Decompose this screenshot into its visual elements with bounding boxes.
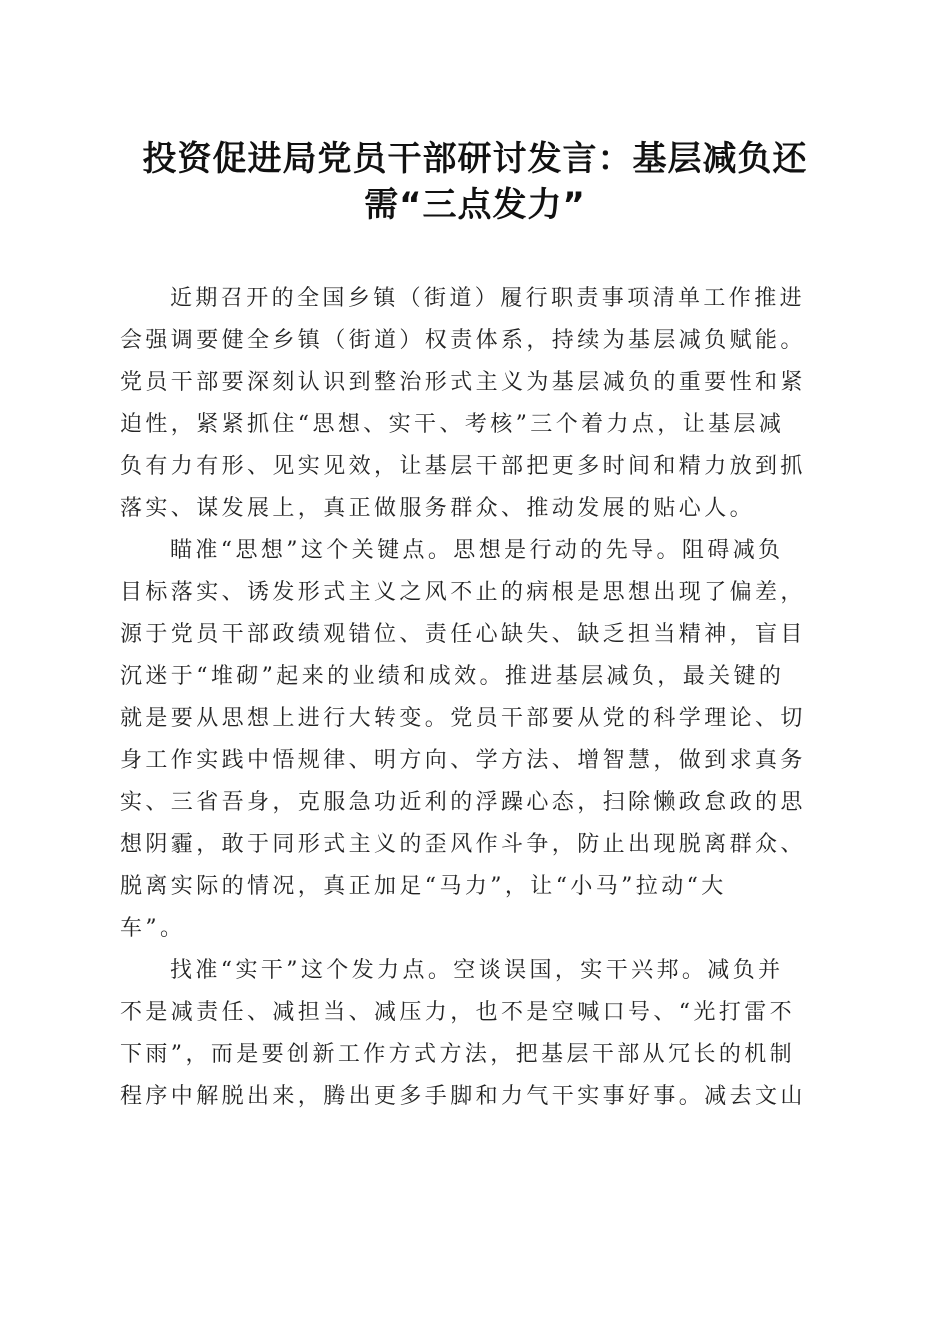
text-line: 目标落实、诱发形式主义之风不止的病根是思想出现了偏差，	[120, 580, 806, 605]
text-line: 近期召开的全国乡镇（街道）履行职责事项清单工作推进	[170, 286, 806, 311]
text-line: 身工作实践中悟规律、明方向、学方法、增智慧，做到求真务	[120, 748, 806, 773]
text-line: 就是要从思想上进行大转变。党员干部要从党的科学理论、切	[120, 706, 806, 731]
text-line: 瞄准“思想”这个关键点。思想是行动的先导。阻碍减负	[170, 538, 784, 563]
text-line: 实、三省吾身，克服急功近利的浮躁心态，扫除懒政怠政的思	[120, 790, 806, 815]
text-line: 下雨”，而是要创新工作方式方法，把基层干部从冗长的机制	[120, 1042, 796, 1067]
title-line-2: 需“三点发力”	[364, 185, 586, 225]
text-line: 程序中解脱出来，腾出更多手脚和力气干实事好事。减去文山	[120, 1084, 806, 1109]
text-line: 迫性，紧紧抓住“思想、实干、考核”三个着力点，让基层减	[120, 412, 785, 437]
title-line-1: 投资促进局党员干部研讨发言：基层减负还	[142, 139, 808, 179]
text-line: 沉迷于“堆砌”起来的业绩和成效。推进基层减负，最关键的	[120, 664, 785, 689]
text-line: 会强调要健全乡镇（街道）权责体系，持续为基层减负赋能。	[120, 328, 806, 353]
text-line: 负有力有形、见实见效，让基层干部把更多时间和精力放到抓	[120, 454, 806, 479]
text-line: 党员干部要深刻认识到整治形式主义为基层减负的重要性和紧	[120, 370, 806, 395]
text-line: 源于党员干部政绩观错位、责任心缺失、缺乏担当精神，盲目	[120, 622, 806, 647]
text-line: 找准“实干”这个发力点。空谈误国，实干兴邦。减负并	[170, 958, 784, 983]
text-line: 脱离实际的情况，真正加足“马力”，让“小马”拉动“大	[120, 874, 727, 899]
paragraph-1	[120, 278, 830, 530]
text-line: 想阴霾，敢于同形式主义的歪风作斗争，防止出现脱离群众、	[120, 832, 806, 857]
text-line: 落实、谋发展上，真正做服务群众、推动发展的贴心人。	[120, 496, 756, 521]
document-body	[120, 278, 830, 1118]
text-line: 车”。	[120, 916, 186, 941]
text-line: 不是减责任、减担当、减压力，也不是空喊口号、“光打雷不	[120, 1000, 796, 1025]
paragraph-3	[120, 950, 830, 1118]
document-title	[120, 136, 830, 228]
paragraph-2	[120, 530, 830, 950]
